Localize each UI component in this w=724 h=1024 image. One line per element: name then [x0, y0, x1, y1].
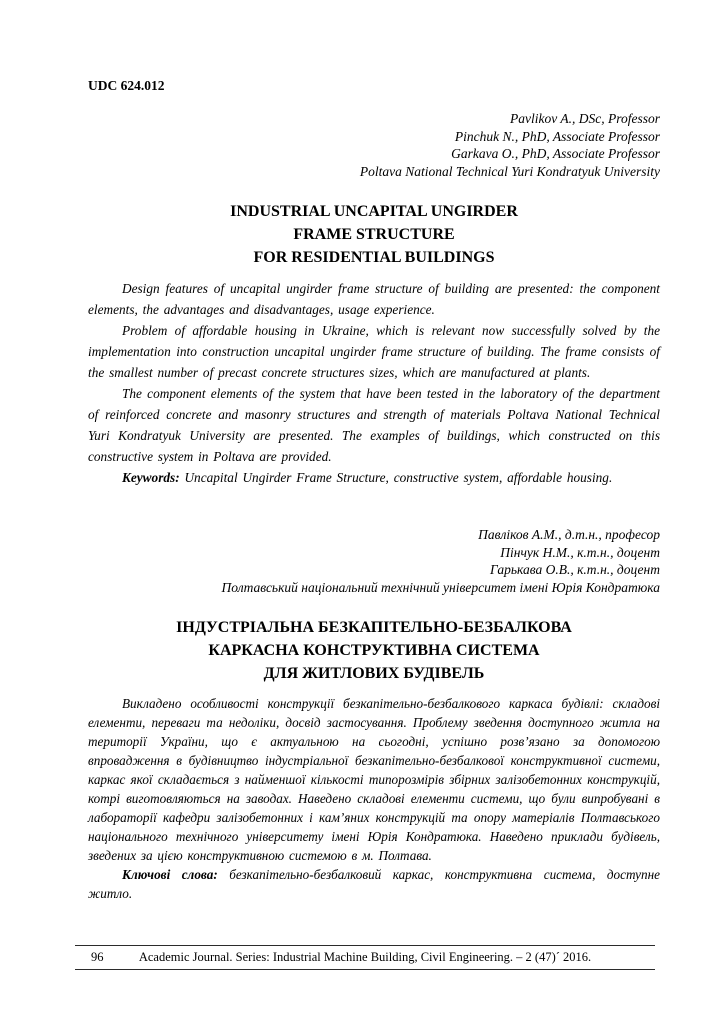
- title-line: ІНДУСТРІАЛЬНА БЕЗКАПІТЕЛЬНО-БЕЗБАЛКОВА: [176, 619, 572, 636]
- keywords-paragraph: [88, 467, 660, 488]
- udc-code: UDC 624.012: [88, 78, 165, 93]
- abstract-paragraph: Викладено особливості конструкції безкапітельно-безбалкового каркаса будівлі: складові елементи, переваги та недоліки, досвід застосування. Проблему зведення доступного житла на території України, що є актуальною на сьогодні, успішно розв’язано за допомогою впровадження в будівництво індустріальної безкапітельно-безбалкової конструктивної системи, каркас якої складається з найменшої кількості типорозмірів збірних залізобетонних конструкцій, котрі виготовляються на заводах. Наведено складові елементи системи, що були випробувані в лабораторії кафедри залізобетонних і кам’яних конструкцій та опору матеріалів Полтавського національного технічного університету імені Юрія Кондратюка. Наведено приклади будівель, зведених за цією конструктивною системою в м. Полтава.: [88, 696, 660, 863]
- author-line: Garkava O., PhD, Associate Professor: [451, 146, 660, 161]
- footer-journal-text: Academic Journal. Series: Industrial Machine Building, Civil Engineering. – 2 (47)´ 2016.: [138, 950, 592, 964]
- footer-row: [75, 949, 655, 965]
- abstract-paragraph: Design features of uncapital ungirder frame structure of building are presented: the component elements, the advantages and disadvantages, usage experience.: [88, 281, 660, 317]
- keywords-text: безкапітельно-безбалковий каркас, конструктивна система, доступне житло.: [88, 867, 660, 901]
- keywords-label: Keywords:: [122, 470, 180, 485]
- keywords-text: Uncapital Ungirder Frame Structure, constructive system, affordable housing.: [184, 470, 613, 485]
- title-line: INDUSTRIAL UNCAPITAL UNGIRDER: [230, 203, 518, 220]
- authors-block-english: [88, 110, 660, 180]
- author-line: Гарькава О.В., к.т.н., доцент: [489, 562, 660, 577]
- page-footer: [75, 945, 655, 970]
- abstract-ukrainian: [88, 694, 660, 903]
- author-line: Pavlikov A., DSc, Professor: [510, 111, 660, 126]
- title-line: FOR RESIDENTIAL BUILDINGS: [253, 249, 495, 266]
- title-line: FRAME STRUCTURE: [293, 226, 455, 243]
- affiliation-line: Poltava National Technical Yuri Kondratyuk University: [359, 163, 660, 179]
- keywords-label: Ключові слова:: [122, 867, 218, 882]
- author-line: Pinchuk N., PhD, Associate Professor: [454, 128, 660, 144]
- title-line: КАРКАСНА КОНСТРУКТИВНА СИСТЕМА: [208, 642, 540, 659]
- keywords-paragraph: [88, 865, 660, 903]
- abstract-paragraph: Problem of affordable housing in Ukraine, which is relevant now successfully solved by the implementation into construction uncapital ungirder frame structure of building. The frame consists of the smallest number of precast concrete structures sizes, which are manufactured at plants.: [88, 323, 660, 380]
- affiliation-line: Полтавський національний технічний університет імені Юрія Кондратюка: [221, 579, 660, 595]
- abstract-paragraph: The component elements of the system that have been tested in the laboratory of the department of reinforced concrete and masonry structures and strength of materials Poltava National Technical Yuri Kondratyuk University are presented. The examples of buildings, which constructed on this constructive system in Poltava are provided.: [88, 386, 660, 464]
- page-number: 96: [91, 950, 104, 964]
- paper-title-ukrainian: [88, 616, 660, 685]
- paper-title-english: [88, 200, 660, 269]
- authors-block-ukrainian: [88, 526, 660, 596]
- abstract-english: [88, 278, 660, 488]
- author-line: Павліков А.М., д.т.н., професор: [478, 527, 660, 542]
- title-line: ДЛЯ ЖИТЛОВИХ БУДІВЕЛЬ: [263, 665, 485, 682]
- author-line: Пінчук Н.М., к.т.н., доцент: [500, 544, 660, 560]
